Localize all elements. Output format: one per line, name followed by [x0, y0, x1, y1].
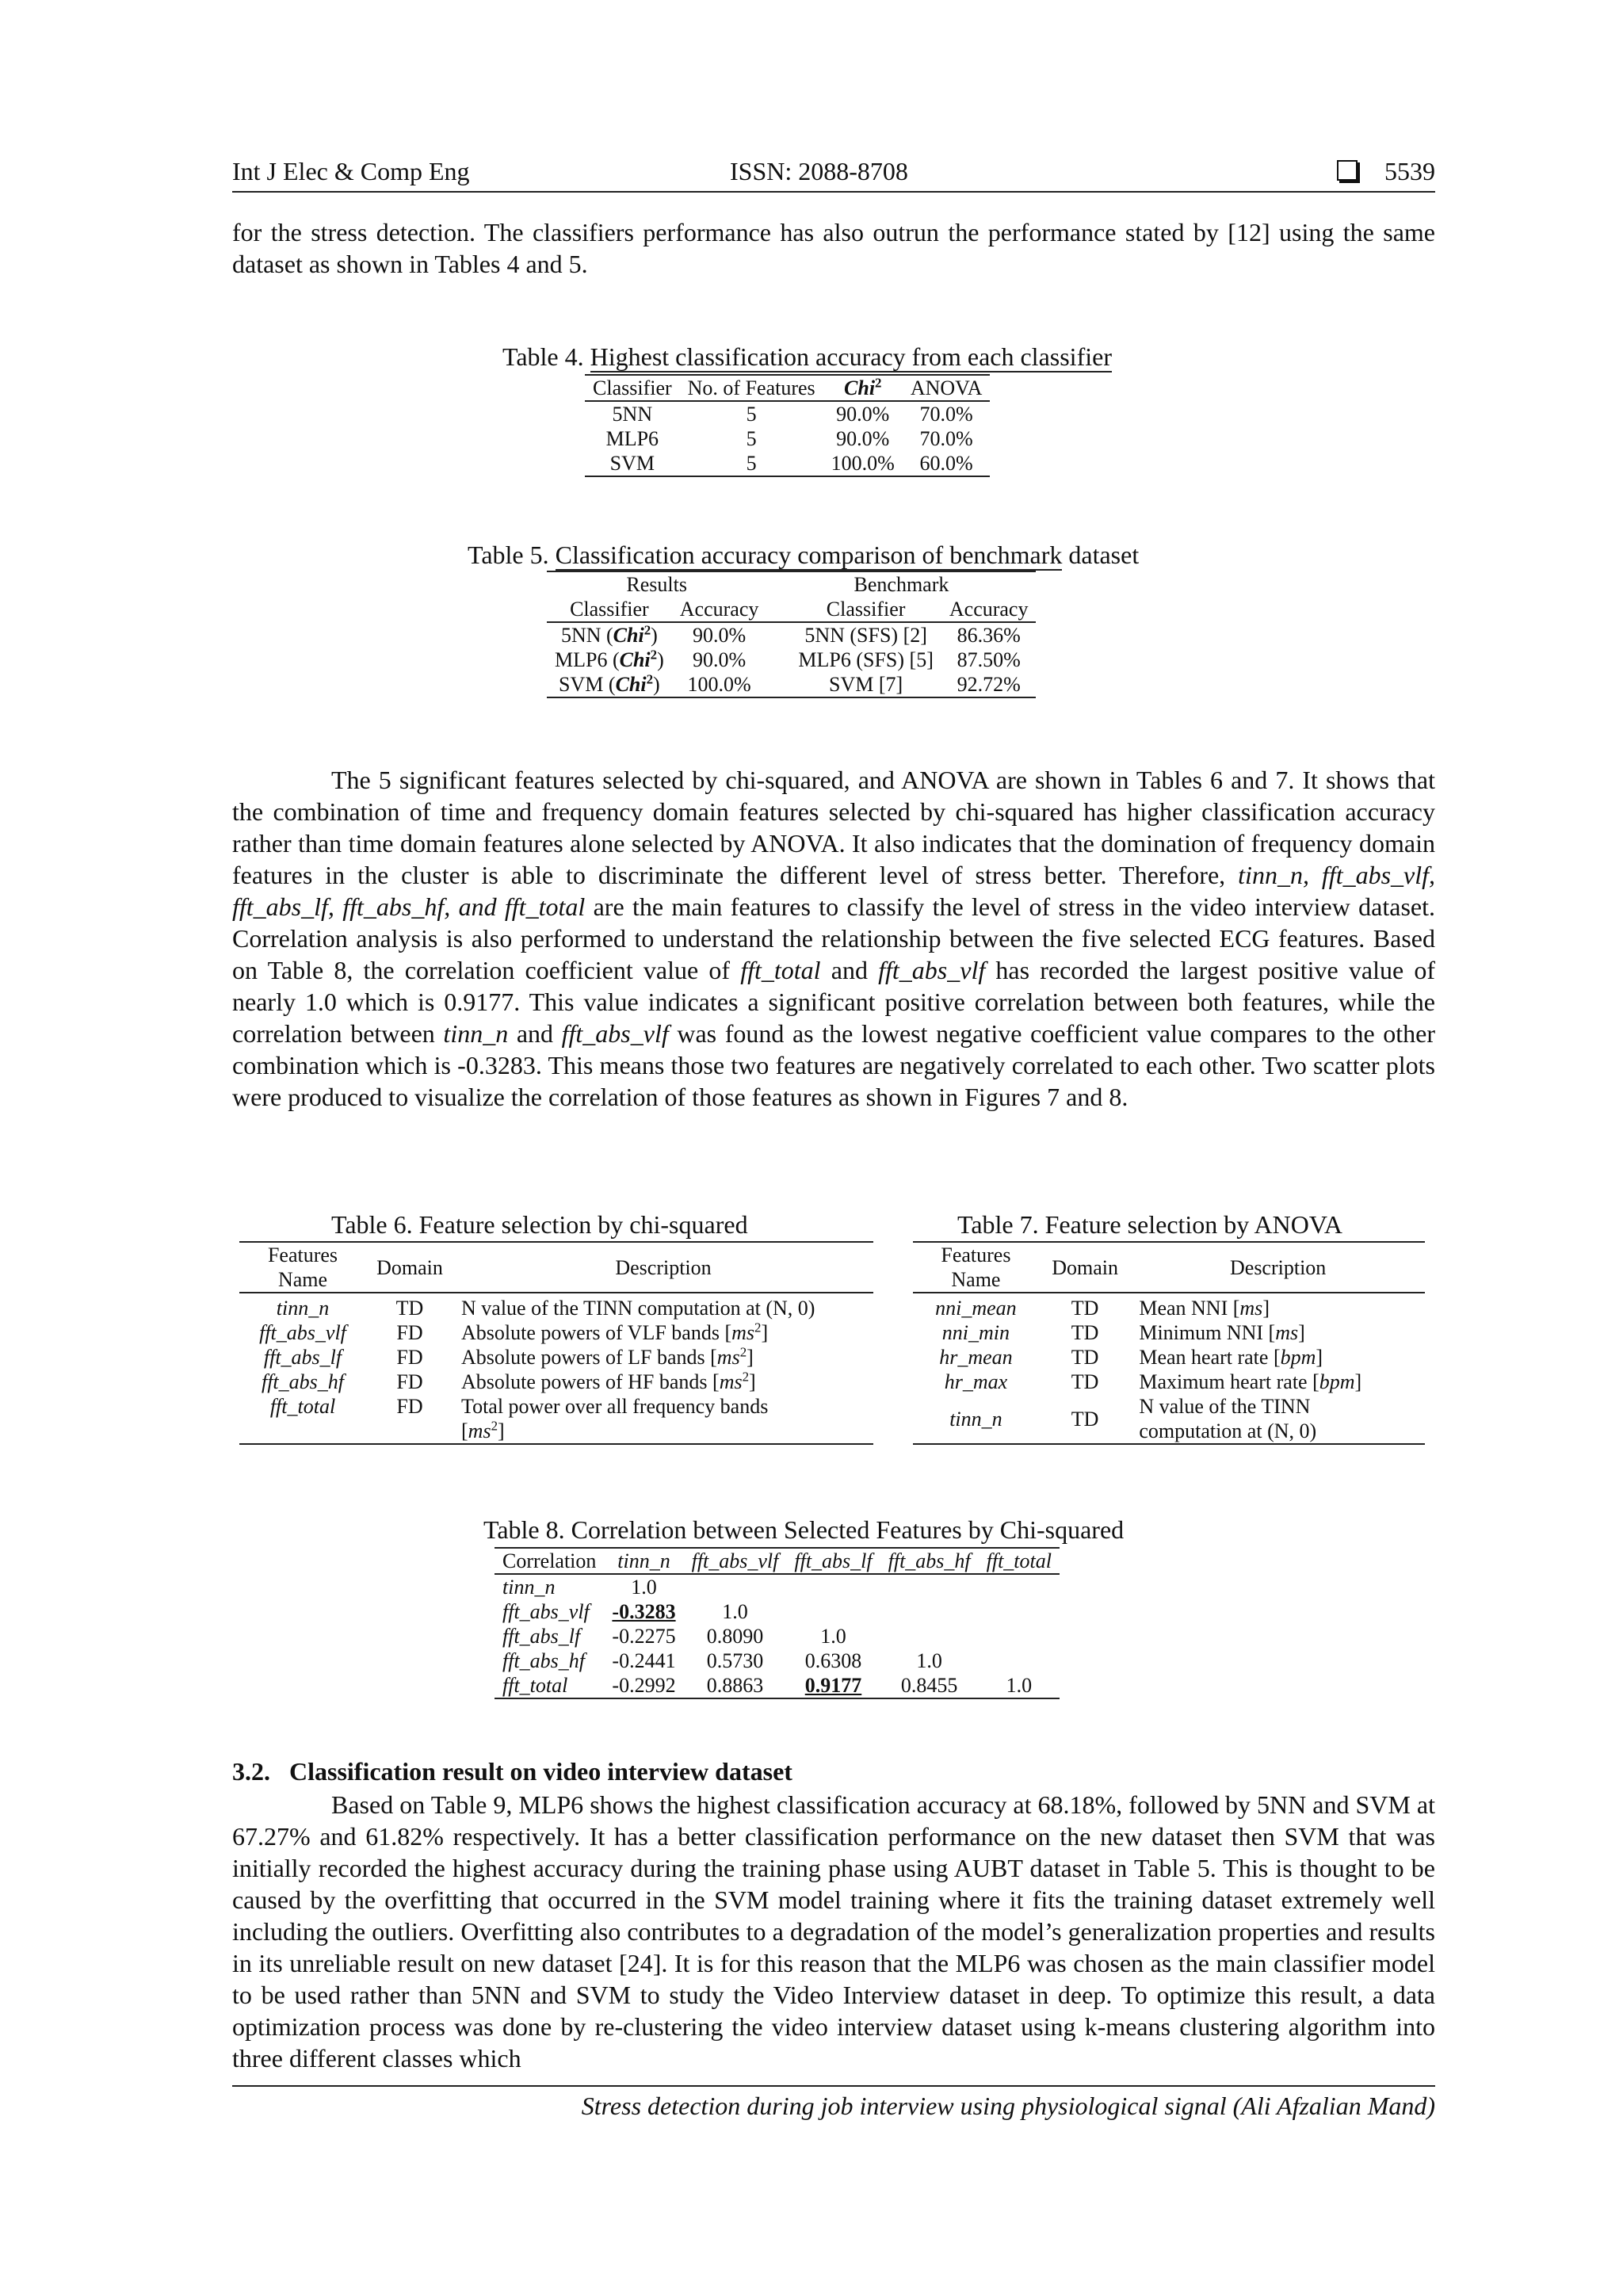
table5-header: Accuracy	[941, 597, 1037, 622]
table-cell: 90.0%	[693, 648, 747, 671]
checkbox-square-icon	[1337, 160, 1358, 181]
table-cell	[880, 1574, 979, 1599]
table-cell: 1.0	[979, 1673, 1060, 1698]
table-row	[239, 1320, 873, 1345]
table4-header: No. of Features	[680, 375, 823, 401]
table-row	[547, 622, 1036, 648]
table5-header: Accuracy	[672, 597, 767, 622]
feature-name: tinn_n	[276, 1297, 330, 1320]
text-run: The 5 significant features selected by chi-squared, and ANOVA are shown in Tables 6 and 7. It shows that the combination of time and frequency domain features selected by chi-squared has higher classification accuracy rather than time domain features alone selected by ANOVA. It also indicates that the domination of frequency domain features in the cluster is able to discriminate the different level of stress better. Therefore,	[232, 766, 1435, 889]
table-cell: 60.0%	[903, 451, 991, 476]
feature-name: tinn_n	[949, 1407, 1002, 1431]
table7	[913, 1241, 1425, 1445]
table8-header: tinn_n	[617, 1549, 670, 1572]
paren: )	[653, 673, 660, 696]
table-row	[239, 1345, 873, 1370]
classifier-name: SVM (	[559, 673, 616, 696]
table-cell	[880, 1599, 979, 1624]
table-cell: 86.36%	[957, 624, 1021, 647]
table-cell: -0.2992	[604, 1673, 683, 1698]
table8-header-row	[495, 1548, 1060, 1574]
table-cell: 5NN (Chi$^2$)	[560, 622, 658, 647]
feature-name: fft_total	[740, 956, 821, 984]
table-cell: FD	[396, 1346, 423, 1369]
table5-caption-text: Classification accuracy comparison of benchmark	[555, 541, 1063, 569]
description: Absolute powers of VLF bands [	[461, 1321, 732, 1344]
table-row	[239, 1370, 873, 1394]
table-cell: 70.0%	[919, 427, 973, 450]
table6-header: Features Name	[239, 1242, 366, 1293]
table-cell: 70.0%	[919, 403, 973, 426]
table8-header: fft_abs_lf	[794, 1549, 873, 1572]
feature-name: fft_abs_lf	[263, 1346, 342, 1369]
chi-label: Chi	[619, 648, 651, 671]
page-number-wrap	[1337, 157, 1435, 186]
table-cell: Maximum heart rate [bpm]	[1139, 1370, 1362, 1393]
table-row	[913, 1394, 1425, 1444]
table-cell: 90.0%	[693, 624, 747, 647]
unit: ms	[716, 1346, 740, 1369]
footer-rule	[232, 2085, 1435, 2087]
table-cell: Minimum NNI [ms]	[1139, 1321, 1305, 1344]
table5-group-benchmark: Benchmark	[766, 571, 1036, 597]
table-row	[913, 1320, 1425, 1345]
table5-caption-prefix: Table 5.	[468, 541, 549, 569]
row-label: fft_total	[502, 1674, 568, 1697]
table-cell: SVM [7]	[766, 672, 941, 697]
table5-header: Classifier	[547, 597, 672, 622]
table-cell: MLP6 (Chi$^2$)	[555, 647, 664, 671]
paren: )	[651, 624, 658, 647]
unit: bpm	[1319, 1370, 1355, 1393]
table-row	[913, 1345, 1425, 1370]
description: Minimum NNI [	[1139, 1321, 1276, 1344]
table-cell: 5	[746, 427, 757, 450]
paren: )	[657, 648, 664, 671]
table-row	[495, 1574, 1060, 1599]
table6-header-row	[239, 1242, 873, 1293]
table-cell	[979, 1599, 1060, 1624]
feature-name: tinn_n	[443, 1019, 509, 1048]
table-cell: 1.0	[631, 1576, 657, 1599]
chi-label: Chi	[615, 673, 647, 696]
table5-group-results: Results	[547, 571, 766, 597]
table6	[239, 1241, 873, 1445]
table5-header-row	[547, 597, 1036, 622]
table8-header: fft_abs_vlf	[691, 1549, 779, 1572]
table4-caption	[502, 342, 1112, 372]
table6-header: Description	[453, 1242, 873, 1293]
classifier-name: 5NN (	[560, 624, 613, 647]
table-cell: 90.0%	[836, 427, 890, 450]
table5-caption-suffix: dataset	[1068, 541, 1140, 569]
page-number: 5539	[1384, 157, 1435, 185]
intro-paragraph	[232, 216, 1435, 280]
table-cell: 0.6308	[804, 1649, 862, 1672]
table-row	[585, 426, 990, 451]
running-header	[232, 155, 1435, 193]
table-row	[585, 401, 990, 426]
unit: ms	[468, 1419, 491, 1442]
table-cell	[880, 1624, 979, 1648]
unit: ms	[1275, 1321, 1299, 1344]
table-cell: TD	[1071, 1321, 1099, 1344]
intro-text: for the stress detection. The classifiers performance has also outrun the performance stated by [12] using the same dataset as shown in Tables 4 and 5.	[232, 218, 1435, 278]
table-row	[495, 1673, 1060, 1698]
table-cell: TD	[1039, 1394, 1131, 1444]
table-cell: Mean heart rate [bpm]	[1139, 1346, 1323, 1369]
table4-caption-prefix: Table 4.	[502, 342, 584, 371]
section-paragraph	[232, 1789, 1435, 2074]
description: Maximum heart rate [	[1139, 1370, 1319, 1393]
table-cell: 1.0	[722, 1600, 748, 1623]
table7-caption: Table 7. Feature selection by ANOVA	[957, 1210, 1342, 1239]
table-cell: 5	[680, 451, 823, 476]
table-cell-highlight: -0.3283	[612, 1600, 676, 1623]
table-cell: FD	[366, 1394, 453, 1444]
table-cell: -0.2275	[612, 1625, 676, 1648]
table-cell	[684, 1574, 787, 1599]
table6-caption: Table 6. Feature selection by chi-squared	[331, 1210, 748, 1239]
table-cell: 5	[746, 403, 757, 426]
table5-caption	[468, 541, 1139, 570]
table-cell	[979, 1624, 1060, 1648]
description: Mean heart rate [	[1139, 1346, 1281, 1369]
table8	[495, 1547, 1060, 1699]
row-label: fft_abs_vlf	[502, 1600, 590, 1623]
feature-name: hr_mean	[939, 1346, 1013, 1369]
table5-header: Classifier	[766, 597, 941, 622]
table-cell: 87.50%	[957, 648, 1021, 671]
table7-header-row	[913, 1242, 1425, 1293]
table-cell: TD	[1071, 1346, 1099, 1369]
table-cell: SVM (Chi$^2$)	[547, 672, 672, 697]
table-cell: 100.0%	[672, 672, 767, 697]
table-cell: N value of the TINN computation at (N, 0)	[461, 1297, 815, 1320]
table-cell: Absolute powers of HF bands $[ms^2]$	[461, 1369, 756, 1393]
feature-name: nni_min	[941, 1321, 1010, 1344]
table-cell: 1.0	[916, 1649, 942, 1672]
chi-label: Chi	[844, 376, 876, 399]
table-cell: TD	[1071, 1297, 1099, 1320]
description: Mean NNI [	[1139, 1297, 1240, 1320]
text-run: was found as the lowest negative coefficient value compares to the other combination which is -0.3283. This means those two features are negatively correlated to each other. Two scatter plots were produced to visualize the correlation of those features as shown in Figures 7 and 8.	[232, 1019, 1436, 1111]
table-cell: Total power over all frequency bands $[ms^2]$	[453, 1394, 873, 1444]
table-cell: N value of the TINN computation at (N, 0)	[1131, 1394, 1425, 1444]
row-label: fft_abs_hf	[502, 1649, 586, 1672]
table5	[547, 571, 1036, 698]
feature-name: fft_total	[269, 1395, 336, 1418]
table-row	[239, 1394, 873, 1444]
row-label: fft_abs_lf	[502, 1625, 581, 1648]
table-row	[585, 451, 990, 476]
table6-header: Domain	[366, 1242, 453, 1293]
table-row	[913, 1370, 1425, 1394]
table-cell: Mean NNI [ms]	[1139, 1297, 1270, 1320]
table-cell: TD	[395, 1297, 424, 1320]
table-cell: MLP6 (SFS) [5]	[798, 648, 934, 671]
table-cell-highlight: 0.9177	[804, 1674, 862, 1697]
table7-header: Domain	[1039, 1242, 1131, 1293]
feature-name: hr_max	[944, 1370, 1008, 1393]
table4	[585, 374, 990, 477]
classifier-name: MLP6 (	[555, 648, 620, 671]
row-label: tinn_n	[502, 1576, 556, 1599]
table-row	[495, 1648, 1060, 1673]
table-cell: FD	[396, 1321, 423, 1344]
feature-name: fft_abs_vlf	[878, 956, 986, 984]
body-paragraph	[232, 764, 1435, 1113]
table4-header: ANOVA	[903, 375, 991, 401]
table7-header: Description	[1131, 1242, 1425, 1293]
table-cell: 5NN	[612, 403, 653, 426]
table-row	[239, 1296, 873, 1320]
table-cell: -0.2441	[612, 1649, 676, 1672]
journal-name: Int J Elec & Comp Eng	[232, 157, 470, 185]
feature-name: fft_abs_hf	[261, 1370, 344, 1393]
table-cell: 0.8090	[706, 1625, 764, 1648]
table-cell: 0.8863	[684, 1673, 787, 1698]
table-cell: 1.0	[820, 1625, 846, 1648]
table8-caption: Table 8. Correlation between Selected Features by Chi-squared	[483, 1515, 1125, 1544]
description: Total power over all frequency bands	[461, 1395, 769, 1418]
table-cell: TD	[1071, 1370, 1099, 1393]
section-heading	[232, 1757, 792, 1786]
table-cell: SVM	[585, 451, 680, 476]
table4-header-chi: Chi$^2$	[823, 375, 903, 401]
feature-name: fft_abs_vlf	[259, 1321, 346, 1344]
table-row	[547, 672, 1036, 697]
table-cell: 0.5730	[706, 1649, 764, 1672]
table-cell	[786, 1599, 880, 1624]
table-cell: 100.0%	[823, 451, 903, 476]
feature-name: fft_abs_vlf	[561, 1019, 669, 1048]
table-cell: Absolute powers of VLF bands $[ms^2]$	[461, 1320, 769, 1344]
table-cell: 90.0%	[836, 403, 890, 426]
chi-label: Chi	[613, 624, 644, 647]
table-cell	[979, 1648, 1060, 1673]
table8-header: fft_abs_hf	[888, 1549, 971, 1572]
text-run: has recorded the largest positive value of nearly 1.0 which is 0.9177. This value indicates a significant positive correlation between both features, while the correlation between	[232, 956, 1436, 1048]
table8-header: Correlation	[495, 1548, 604, 1574]
table8-header: fft_total	[986, 1549, 1052, 1572]
table-cell	[979, 1574, 1060, 1599]
feature-list: tinn_n, fft_abs_vlf, fft_abs_lf, fft_abs_hf, and fft_total	[232, 861, 1436, 921]
text-run: and	[516, 1019, 554, 1048]
footer-text: Stress detection during job interview using physiological signal (Ali Afzalian Mand)	[581, 2092, 1435, 2120]
text-run: are the main features to classify the level of stress in the video interview dataset. Correlation analysis is also performed to understand the relationship between the five selected ECG features. Based on Table 8, the correlation coefficient value of	[232, 892, 1436, 984]
body-text	[232, 764, 1435, 1113]
table-cell: 92.72%	[941, 672, 1037, 697]
section-text: Based on Table 9, MLP6 shows the highest classification accuracy at 68.18%, followed by 5NN and SVM at 67.27% and 61.82% respectively. It has a better classification performance on the new dataset then SVM that was initially recorded the highest accuracy during the training phase using AUBT dataset in Table 5. This is thought to be caused by the overfitting that occurred in the SVM model training where it fits the training dataset extremely well including the outliers. Overfitting also contributes to a degradation of the model’s generalization properties and results in its unreliable result on new dataset [24]. It is for this reason that the MLP6 was chosen as the main classifier model to be used rather than 5NN and SVM to study the Video Interview dataset in deep. To optimize this result, a data optimization process was done by re-clustering the video interview dataset using k-means clustering algorithm into three different classes which	[232, 1790, 1435, 2073]
text-run: and	[831, 956, 868, 984]
table4-header: Classifier	[585, 375, 680, 401]
table-row	[913, 1296, 1425, 1320]
table-cell: FD	[396, 1370, 423, 1393]
table-row	[495, 1624, 1060, 1648]
description: Absolute powers of HF bands [	[461, 1370, 720, 1393]
table-cell: 0.8455	[880, 1673, 979, 1698]
table-cell	[786, 1574, 880, 1599]
section-title: Classification result on video interview dataset	[289, 1757, 792, 1786]
table-cell: Absolute powers of LF bands $[ms^2]$	[461, 1344, 754, 1369]
table5-group-row	[547, 571, 1036, 597]
feature-name: nni_mean	[935, 1297, 1017, 1320]
section-number: 3.2.	[232, 1757, 270, 1786]
table4-header-row	[585, 375, 990, 401]
table4-caption-text: Highest classification accuracy from each classifier	[590, 342, 1112, 371]
table-cell: MLP6	[605, 427, 659, 450]
description: Absolute powers of LF bands [	[461, 1346, 717, 1369]
issn: ISSN: 2088-8708	[730, 157, 908, 185]
table-cell: 5NN (SFS) [2]	[804, 624, 927, 647]
table-row	[547, 648, 1036, 672]
unit: ms	[731, 1321, 755, 1344]
unit: ms	[1239, 1297, 1263, 1320]
table7-header: Features Name	[913, 1242, 1039, 1293]
table-row	[495, 1599, 1060, 1624]
unit: bpm	[1280, 1346, 1316, 1369]
unit: ms	[719, 1370, 743, 1393]
